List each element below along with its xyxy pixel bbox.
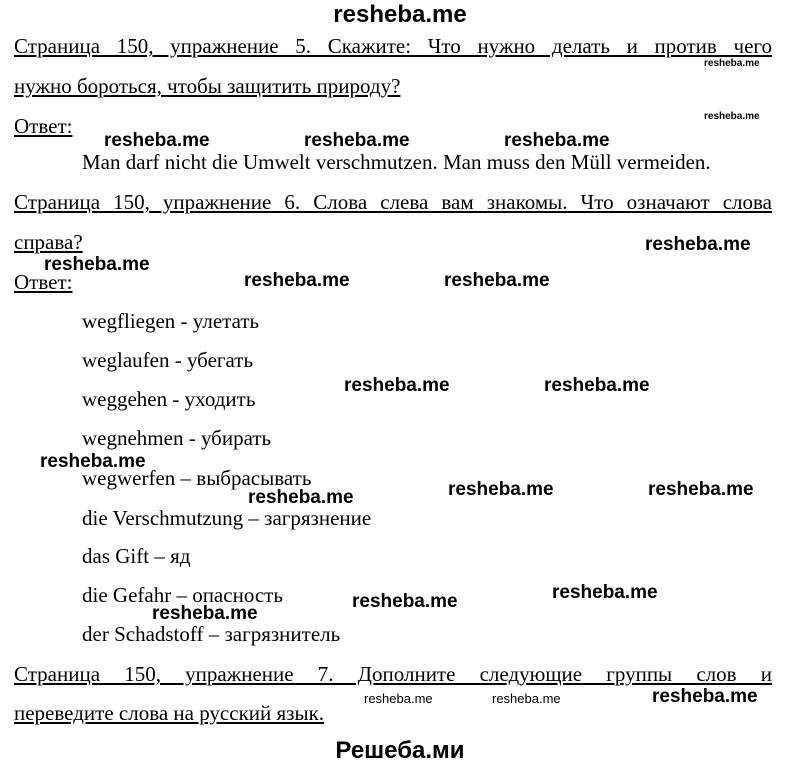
watermark: resheba.me — [364, 691, 433, 706]
vocab-item: die Gefahr – опасность — [82, 583, 283, 607]
vocab-item: weggehen - уходить — [82, 387, 256, 411]
watermark: resheba.me — [444, 270, 550, 291]
watermark: resheba.me — [652, 686, 758, 707]
vocab-item: weglaufen - убегать — [82, 348, 254, 372]
exercise-7-task-line-2: переведите слова на русский язык. — [14, 701, 325, 725]
exercise-6-answer-label: Ответ: — [14, 270, 73, 294]
vocab-item: wegnehmen - убирать — [82, 426, 272, 450]
vocab-item: die Verschmutzung – загрязнение — [82, 506, 372, 530]
site-header-watermark: resheba.me — [333, 1, 467, 28]
watermark: resheba.me — [352, 591, 458, 612]
watermark: resheba.me — [504, 130, 610, 151]
exercise-6-task-line-1: Страница 150, упражнение 6. Слова слева вам знакомы. Что означают слова — [14, 190, 772, 214]
watermark: resheba.me — [704, 58, 760, 69]
vocab-item: wegwerfen – выбрасывать — [82, 466, 312, 490]
watermark: resheba.me — [552, 582, 658, 603]
watermark: resheba.me — [544, 375, 650, 396]
watermark: resheba.me — [44, 254, 150, 275]
exercise-5-task-line-1: Страница 150, упражнение 5. Скажите: Что нужно делать и против чего — [14, 34, 772, 58]
watermark: resheba.me — [344, 375, 450, 396]
site-footer-watermark: Решеба.ми — [335, 737, 465, 764]
vocab-item: der Schadstoff – загрязнитель — [82, 622, 341, 646]
watermark: resheba.me — [648, 479, 754, 500]
watermark: resheba.me — [492, 691, 561, 706]
watermark: resheba.me — [704, 111, 760, 122]
watermark: resheba.me — [448, 479, 554, 500]
exercise-7-task-line-1: Страница 150, упражнение 7. Дополните следующие группы слов и — [14, 662, 772, 686]
watermark: resheba.me — [104, 130, 210, 151]
watermark: resheba.me — [244, 270, 350, 291]
exercise-5-answer-label: Ответ: — [14, 114, 73, 138]
watermark: resheba.me — [40, 451, 146, 472]
exercise-6-task-line-2: справа? — [14, 230, 83, 254]
watermark: resheba.me — [152, 603, 258, 624]
exercise-5-answer-text: Man darf nicht die Umwelt verschmutzen. Man muss den Müll vermeiden. — [82, 150, 711, 174]
watermark: resheba.me — [248, 487, 354, 508]
vocab-item: das Gift – яд — [82, 544, 191, 568]
watermark: resheba.me — [645, 234, 751, 255]
exercise-5-task-line-2: нужно бороться, чтобы защитить природу? — [14, 74, 401, 98]
watermark: resheba.me — [304, 130, 410, 151]
vocab-item: wegfliegen - улетать — [82, 309, 260, 333]
